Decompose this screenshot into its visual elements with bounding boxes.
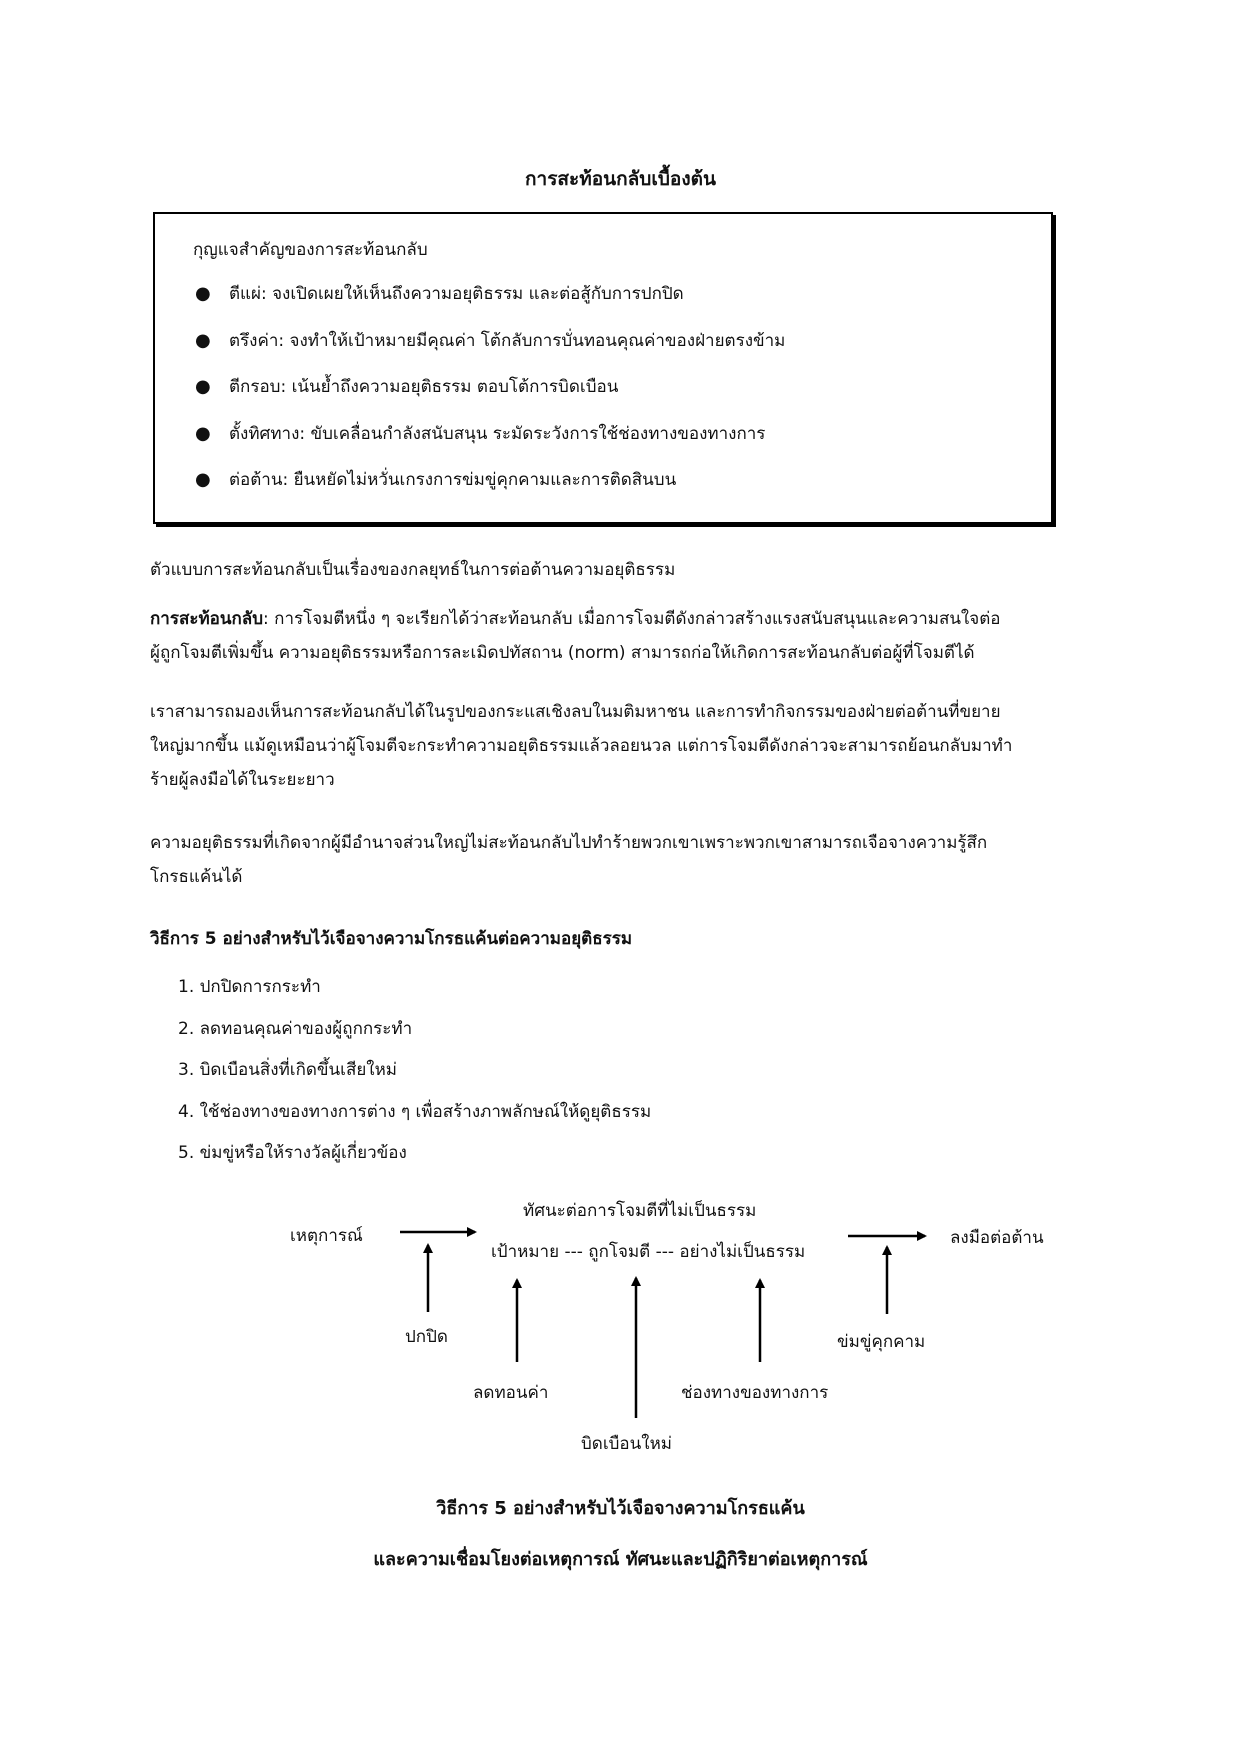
key-points-box	[153, 212, 1053, 524]
method-item: 3. บิดเบือนสิ่งที่เกิดขึ้นเสียใหม่	[178, 1060, 398, 1080]
key-points-heading: กุญแจสำคัญของการสะท้อนกลับ	[193, 240, 428, 260]
bullet-icon: ●	[195, 469, 211, 490]
figure-caption-line1: วิธีการ 5 อย่างสำหรับไว้เจือจางความโกรธแค้น	[436, 1498, 805, 1519]
methods-list	[178, 975, 651, 1183]
key-point-item: ● ตรึงค่า: จงทำให้เป้าหมายมีคุณค่า โต้กลับการบั่นทอนคุณค่าของฝ่ายตรงข้าม	[195, 329, 786, 351]
paragraph-intro: ตัวแบบการสะท้อนกลับเป็นเรื่องของกลยุทธ์ในการต่อต้านความอยุติธรรม	[150, 560, 676, 580]
section-title: วิธีการ 5 อย่างสำหรับไว้เจือจางความโกรธแค้นต่อความอยุติธรรม	[150, 929, 633, 949]
bullet-icon: ●	[195, 283, 211, 304]
paragraph-definition: การสะท้อนกลับ: การโจมตีหนึ่ง ๆ จะเรียกได้ว่าสะท้อนกลับ เมื่อการโจมตีดังกล่าวสร้างแรงสนับสนุนและความสนใจต่อ ผู้ถูกโจมตีเพิ่มขึ้น ความอยุติธรรมหรือการละเมิดปทัสถาน (norm) สามารถก่อให้เกิดการสะท้อนกลับต่อผู้ที่โจมตีได้	[150, 609, 1001, 663]
diagram-reinterpret-label: บิดเบือนใหม่	[581, 1434, 672, 1454]
bullet-icon: ●	[195, 376, 211, 397]
diagram-devalue-label: ลดทอนค่า	[473, 1383, 549, 1403]
bullet-icon: ●	[195, 422, 211, 444]
page-title: การสะท้อนกลับเบื้องต้น	[525, 168, 716, 190]
key-points-list	[193, 282, 785, 515]
key-point-item: ● ตีแผ่: จงเปิดเผยให้เห็นถึงความอยุติธรรม และต่อสู้กับการปกปิด	[195, 283, 684, 304]
key-point-item: ● ต่อต้าน: ยืนหยัดไม่หวั่นเกรงการข่มขู่คุกคามและการติดสินบน	[195, 469, 677, 490]
method-item: 2. ลดทอนคุณค่าของผู้ถูกกระทำ	[178, 1018, 413, 1039]
figure-caption-line2: และความเชื่อมโยงต่อเหตุการณ์ ทัศนะและปฏิกิริยาต่อเหตุการณ์	[373, 1549, 868, 1570]
diagram-attitude-title: ทัศนะต่อการโจมตีที่ไม่เป็นธรรม	[523, 1201, 757, 1221]
diagram-official-channels-label: ช่องทางของทางการ	[681, 1383, 829, 1403]
definition-term: การสะท้อนกลับ	[150, 609, 264, 629]
method-item: 4. ใช้ช่องทางของทางการต่าง ๆ เพื่อสร้างภาพลักษณ์ให้ดูยุติธรรม	[178, 1101, 652, 1122]
diagram-attitude-line: เป้าหมาย --- ถูกโจมตี --- อย่างไม่เป็นธรรม	[491, 1242, 806, 1262]
diagram-event-label: เหตุการณ์	[290, 1226, 363, 1246]
diagram-cover-up-label: ปกปิด	[405, 1327, 448, 1347]
bullet-icon: ●	[195, 329, 211, 351]
key-point-item: ● ตีกรอบ: เน้นย้ำถึงความอยุติธรรม ตอบโต้การบิดเบือน	[195, 376, 619, 397]
diagram-intimidation-label: ข่มขู่คุกคาม	[837, 1332, 926, 1352]
method-item: 5. ข่มขู่หรือให้รางวัลผู้เกี่ยวข้อง	[178, 1143, 407, 1163]
paragraph-public-opinion: เราสามารถมองเห็นการสะท้อนกลับได้ในรูปของกระแสเชิงลบในมติมหาชน และการทำกิจกรรมของฝ่ายต่อต้านที่ขยาย ใหญ่มากขึ้น แม้ดูเหมือนว่าผู้โจมตีจะกระทำความอยุติธรรมแล้วลอยนวล แต่การโจมตีดังกล่าวจะสามารถย้อนกลับมาทำ ร้ายผู้ลงมือได้ในระยะยาว	[150, 702, 1013, 790]
paragraph-powerful: ความอยุติธรรมที่เกิดจากผู้มีอำนาจส่วนใหญ่ไม่สะท้อนกลับไปทำร้ายพวกเขาเพราะพวกเขาสามารถเจือจางความรู้สึก โกรธแค้นได้	[150, 833, 988, 887]
key-point-item: ● ตั้งทิศทาง: ขับเคลื่อนกำลังสนับสนุน ระมัดระวังการใช้ช่องทางของทางการ	[195, 422, 766, 444]
method-item: 1. ปกปิดการกระทำ	[178, 977, 321, 997]
diagram-action-label: ลงมือต่อต้าน	[950, 1228, 1044, 1248]
